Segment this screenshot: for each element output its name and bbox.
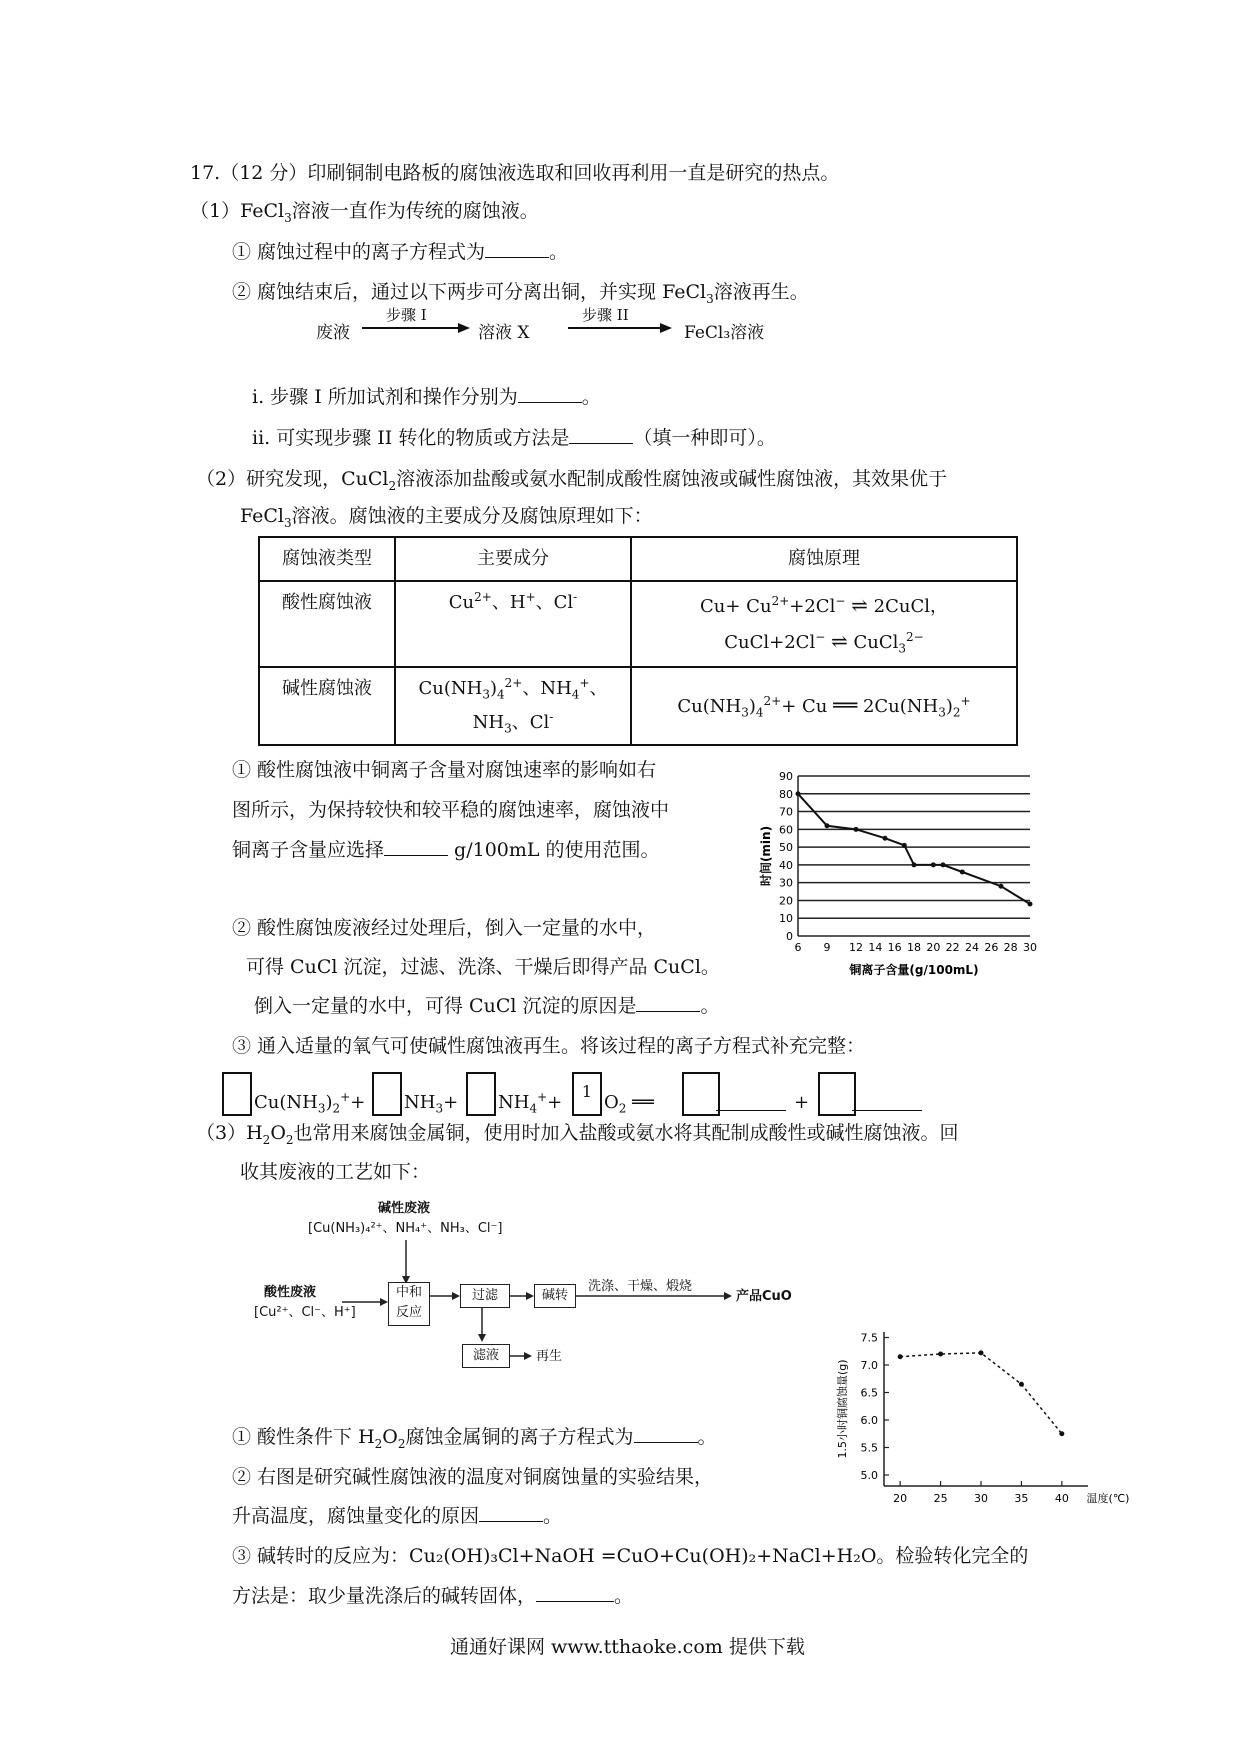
y-axis-label: 时间(min) (759, 825, 773, 887)
eq-term: $NH_4^++$ (498, 1090, 563, 1116)
y-tick-label: 0 (786, 930, 793, 943)
table-header: 腐蚀液类型 (259, 537, 395, 581)
answer-blank[interactable] (384, 855, 448, 856)
table-header: 主要成分 (395, 537, 631, 581)
data-point (1019, 1382, 1024, 1387)
flow2-neutralize-box: 中和 反应 (388, 1282, 430, 1326)
data-point (854, 827, 859, 832)
flow2-wash-label: 洗涤、干燥、煅烧 (588, 1279, 693, 1294)
part1-ii: ii. 可实现步骤 II 转化的物质或方法是 （填一种即可）。 (252, 427, 776, 449)
x-tick-label: 16 (887, 941, 902, 954)
x-tick-label: 22 (945, 941, 960, 954)
part3-title-cont: 收其废液的工艺如下： (240, 1161, 431, 1183)
page-footer: 通通好课网 www.tthaoke.com 提供下载 (450, 1636, 805, 1658)
data-point (931, 862, 936, 867)
x-axis-label: 温度(℃) (1086, 1492, 1130, 1505)
part3-q3-l2: 方法是：取少量洗涤后的碱转固体， 。 (232, 1585, 634, 1607)
part2-title: （2）研究发现，CuCl$_2$溶液添加盐酸或氨水配制成酸性腐蚀液或碱性腐蚀液，其效果优于 (196, 468, 948, 493)
part3-q2-l2: 升高温度，腐蚀量变化的原因 。 (232, 1505, 563, 1527)
x-tick-label: 40 (1054, 1492, 1069, 1505)
part2-q2-l3: 倒入一定量的水中，可得 CuCl 沉淀的原因是 。 (254, 995, 720, 1017)
eq-term: $O_2$ ══ (604, 1092, 654, 1116)
table-cell: $Cu(NH_3)_4^{2+}$、$NH_4^+$、 $NH_3$、Cl- (395, 667, 631, 745)
data-point (902, 843, 907, 848)
flow2-acid-label: 酸性废液 (264, 1285, 317, 1300)
data-point (938, 1352, 943, 1357)
x-tick-label: 6 (794, 941, 802, 954)
y-tick-label: 40 (779, 858, 793, 872)
equation-fill-row (222, 1072, 962, 1116)
x-tick-label: 14 (868, 941, 883, 954)
y-axis-label: 1.5小时铜腐蚀量(g) (836, 1359, 849, 1459)
flow1-step1-label: 步骤 I (386, 306, 427, 324)
answer-blank[interactable] (536, 1601, 614, 1602)
part1-q1: ① 腐蚀过程中的离子方程式为 。 (232, 241, 569, 263)
part2-q1-l3: 铜离子含量应选择 g/100mL 的使用范围。 (232, 839, 660, 861)
table-row (259, 581, 1017, 667)
coefficient-box[interactable] (222, 1072, 252, 1116)
x-tick-label: 12 (849, 941, 863, 954)
part1-title: （1）FeCl$_3$溶液一直作为传统的腐蚀液。 (190, 200, 539, 225)
data-point (1059, 1431, 1064, 1436)
part3-q1: ① 酸性条件下 $H_2O_2$腐蚀金属铜的离子方程式为 。 (232, 1426, 717, 1451)
series-line (900, 1353, 1062, 1434)
table-header: 腐蚀原理 (631, 537, 1017, 581)
y-tick-label: 6.0 (860, 1414, 878, 1427)
flow-diagram-1 (300, 306, 820, 343)
chart-etch-time (758, 764, 1050, 980)
data-point (960, 870, 965, 875)
y-tick-label: 6.5 (860, 1386, 878, 1400)
data-point (796, 791, 801, 796)
x-tick-label: 35 (1014, 1492, 1029, 1505)
table-cell: $Cu+ Cu^{2+}+2Cl^-$ ⇌ 2CuCl， CuCl+2Cl− ⇌ CuCl$_3^{2-}$ (631, 581, 1017, 667)
data-point (979, 1350, 984, 1355)
y-tick-label: 90 (779, 770, 793, 783)
chart-corrosion-temp (830, 1318, 1130, 1518)
part3-q3-l1: ③ 碱转时的反应为：Cu₂(OH)₃Cl+NaOH =CuO+Cu(OH)₂+NaCl+H₂O。检验转化完全的 (232, 1545, 1029, 1567)
table-cell: 碱性腐蚀液 (259, 667, 395, 745)
coefficient-box[interactable] (372, 1072, 402, 1116)
etchant-table (258, 536, 1018, 746)
y-tick-label: 7.0 (860, 1359, 878, 1372)
table-cell: $Cu(NH_3)_4^{2+}+ Cu$ ══ $2Cu(NH_3)_2^+$ (631, 667, 1017, 745)
eq-term: $NH_3+$ (404, 1092, 459, 1116)
flow2-alkaline-ions: [Cu(NH₃)₄²⁺、NH₄⁺、NH₃、Cl⁻] (308, 1221, 503, 1236)
part2-q1-l2: 图所示，为保持较快和较平稳的腐蚀速率，腐蚀液中 (232, 799, 670, 821)
part1-q2: ② 腐蚀结束后，通过以下两步可分离出铜，并实现 FeCl$_3$溶液再生。 (232, 281, 809, 306)
answer-blank[interactable] (634, 1442, 698, 1443)
coefficient-box[interactable] (682, 1072, 720, 1116)
table-cell: 酸性腐蚀液 (259, 581, 395, 667)
data-point (898, 1354, 903, 1359)
flow2-alkali-box: 碱转 (534, 1284, 576, 1308)
coefficient-box[interactable] (818, 1072, 856, 1116)
y-tick-label: 7.5 (860, 1331, 878, 1345)
part2-title-cont: FeCl$_3$溶液。腐蚀液的主要成分及腐蚀原理如下： (240, 505, 653, 530)
x-tick-label: 30 (1023, 941, 1037, 954)
x-tick-label: 9 (823, 941, 831, 954)
coefficient-box[interactable] (466, 1072, 496, 1116)
y-tick-label: 80 (779, 787, 793, 801)
y-tick-label: 30 (779, 876, 793, 890)
x-tick-label: 20 (893, 1492, 908, 1505)
y-tick-label: 70 (779, 805, 793, 819)
coefficient-box-filled: 1 (572, 1072, 602, 1116)
data-point (883, 836, 888, 841)
part3-title: $(3)H_2O_2$也常用来腐蚀金属铜，使用时加入盐酸或氨水将其配制成酸性或碱性腐蚀液。回 (196, 1122, 959, 1147)
part2-q2-l1: ② 酸性腐蚀废液经过处理后，倒入一定量的水中， (232, 917, 657, 939)
eq-term: + (794, 1092, 810, 1113)
x-tick-label: 26 (984, 941, 999, 954)
data-point (825, 823, 830, 828)
part3-q2-l1: ② 右图是研究碱性腐蚀液的温度对铜腐蚀量的实验结果， (232, 1466, 714, 1488)
eq-term: $Cu(NH_3)_2^++$ (254, 1090, 366, 1116)
question-intro: 17.（12 分）印刷铜制电路板的腐蚀液选取和回收再利用一直是研究的热点。 (190, 162, 840, 184)
table-cell: $Cu^{2+}$、H+、Cl- (395, 581, 631, 667)
y-tick-label: 50 (779, 841, 793, 855)
y-tick-label: 5.0 (860, 1469, 878, 1482)
flow2-filter-box: 过滤 (460, 1284, 510, 1308)
x-tick-label: 30 (974, 1492, 988, 1505)
answer-blank[interactable] (518, 402, 582, 403)
part2-q1-l1: ① 酸性腐蚀液中铜离子含量对腐蚀速率的影响如右 (232, 759, 657, 781)
x-axis-label: 铜离子含量(g/100mL) (849, 963, 979, 977)
x-tick-label: 25 (933, 1492, 948, 1505)
answer-blank[interactable] (485, 257, 549, 258)
table-header-row (259, 537, 1017, 581)
part1-i: i. 步骤 I 所加试剂和操作分别为 。 (252, 386, 601, 408)
flow2-acid-ions: [Cu²⁺、Cl⁻、H⁺] (254, 1305, 356, 1320)
answer-blank[interactable] (852, 1110, 922, 1111)
flow1-mid: 溶液 X (478, 323, 530, 343)
y-tick-label: 60 (779, 823, 793, 837)
flow2-alkaline-label: 碱性废液 (378, 1201, 431, 1216)
flow2-regen: 再生 (536, 1349, 563, 1364)
flow2-product: 产品CuO (736, 1289, 792, 1304)
data-point (1028, 902, 1033, 907)
flow2-filtrate-box: 滤液 (462, 1344, 510, 1368)
x-tick-label: 18 (907, 941, 921, 954)
y-tick-label: 10 (779, 912, 793, 926)
y-tick-label: 20 (779, 894, 793, 908)
part2-q2-l2: 可得 CuCl 沉淀，过滤、洗涤、干燥后即得产品 CuCl。 (246, 956, 720, 978)
flow-diagram-2 (230, 1194, 830, 1404)
answer-blank[interactable] (479, 1521, 543, 1522)
data-point (941, 862, 946, 867)
answer-blank[interactable] (716, 1110, 786, 1111)
data-point (912, 862, 917, 867)
table-row (259, 667, 1017, 745)
y-tick-label: 5.5 (860, 1441, 878, 1455)
x-tick-label: 28 (1003, 941, 1018, 954)
x-tick-label: 20 (926, 941, 941, 954)
answer-blank[interactable] (569, 443, 633, 444)
data-point (999, 884, 1004, 889)
series-line (798, 794, 1030, 904)
answer-blank[interactable] (636, 1011, 700, 1012)
part2-q3: ③ 通入适量的氧气可使碱性腐蚀液再生。将该过程的离子方程式补充完整： (232, 1035, 866, 1057)
x-tick-label: 24 (965, 941, 979, 954)
flow1-step2-label: 步骤 II (582, 306, 629, 324)
flow1-end: FeCl₃溶液 (684, 323, 765, 343)
flow1-start: 废液 (316, 323, 350, 343)
